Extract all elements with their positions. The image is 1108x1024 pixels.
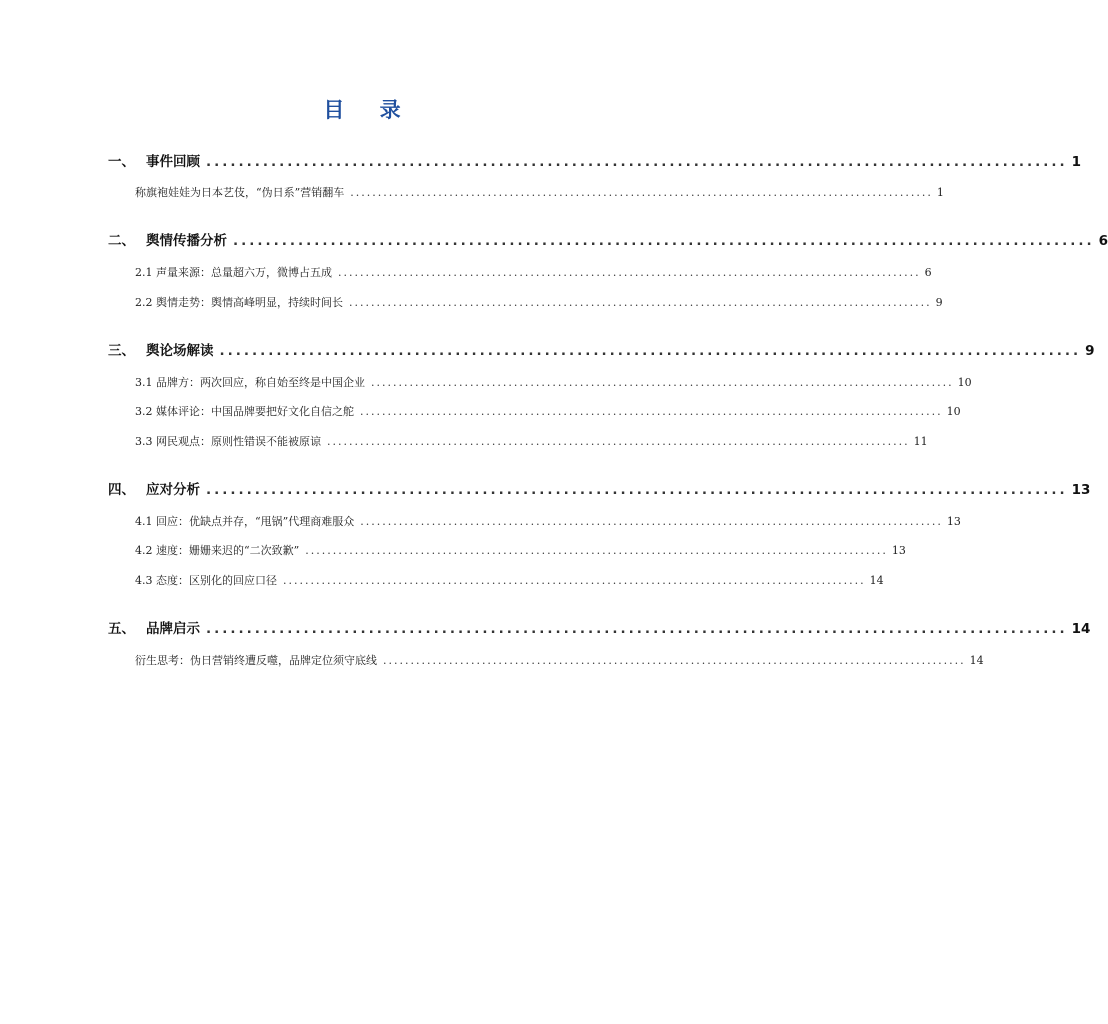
toc-section-1[interactable] (108, 150, 1082, 170)
item-label: 4.2 速度：姗姗来迟的“二次致歉” (135, 544, 300, 557)
dot-leader: .......................................................................................................... (305, 544, 888, 557)
item-label: 3.3 网民观点：原则性错误不能被原谅 (135, 435, 321, 448)
item-label: 称旗袍娃娃为日本艺伎，“伪日系”营销翻车 (135, 186, 345, 199)
section-number: 三、 (108, 343, 135, 359)
section-number: 一、 (108, 154, 135, 170)
section-label: 品牌启示 (146, 621, 200, 637)
item-label: 2.1 声量来源：总量超六万，微博占五成 (135, 266, 332, 279)
dot-leader: .......................................................................................................... (206, 482, 1068, 498)
page-number: 14 (1071, 621, 1091, 637)
section-number: 四、 (108, 482, 135, 498)
section-label: 应对分析 (146, 482, 200, 498)
dot-leader: .......................................................................................................... (283, 574, 866, 587)
section-label: 事件回顾 (146, 154, 200, 170)
dot-leader: .......................................................................................................... (360, 515, 943, 528)
toc-item-1-1[interactable] (135, 184, 944, 200)
dot-leader: .......................................................................................................... (383, 654, 966, 667)
page-number: 14 (869, 574, 884, 587)
page-number: 10 (946, 405, 961, 418)
dot-leader: .......................................................................................................... (371, 376, 954, 389)
page-number: 1 (1071, 154, 1082, 170)
item-label: 4.1 回应：优缺点并存，“甩锅”代理商难服众 (135, 515, 355, 528)
item-label: 衍生思考：伪日营销终遭反噬，品牌定位须守底线 (135, 654, 377, 667)
page-number: 13 (891, 544, 906, 557)
dot-leader: .......................................................................................................... (338, 266, 921, 279)
section-number: 五、 (108, 621, 135, 637)
page-number: 10 (957, 376, 972, 389)
dot-leader: .......................................................................................................... (360, 405, 943, 418)
dot-leader: .......................................................................................................... (349, 296, 932, 309)
toc-item-3-2[interactable] (135, 403, 961, 419)
toc-section-5[interactable] (108, 617, 1091, 637)
page-number: 13 (1071, 482, 1091, 498)
toc-item-5-1[interactable] (135, 652, 984, 668)
toc-item-4-2[interactable] (135, 542, 906, 558)
dot-leader: .......................................................................................................... (206, 154, 1068, 170)
dot-leader: .......................................................................................................... (233, 233, 1095, 249)
toc-item-4-3[interactable] (135, 572, 884, 588)
item-label: 2.2 舆情走势：舆情高峰明显，持续时间长 (135, 296, 343, 309)
item-label: 4.3 态度：区别化的回应口径 (135, 574, 277, 587)
dot-leader: .......................................................................................................... (350, 186, 933, 199)
toc-item-3-3[interactable] (135, 433, 928, 449)
page-number: 9 (1085, 343, 1095, 359)
toc-section-2[interactable] (108, 229, 1108, 249)
toc-item-3-1[interactable] (135, 374, 972, 390)
toc-item-2-1[interactable] (135, 264, 932, 280)
page-number: 11 (913, 435, 928, 448)
page-number: 14 (969, 654, 984, 667)
section-number: 二、 (108, 233, 135, 249)
dot-leader: .......................................................................................................... (327, 435, 910, 448)
page-number: 6 (1098, 233, 1108, 249)
toc-title: 目 录 (323, 98, 415, 122)
item-label: 3.2 媒体评论：中国品牌要把好文化自信之舵 (135, 405, 354, 418)
item-label: 3.1 品牌方：两次回应，称自始至终是中国企业 (135, 376, 365, 389)
section-label: 舆情传播分析 (146, 233, 227, 249)
toc-section-3[interactable] (108, 339, 1095, 359)
toc-item-4-1[interactable] (135, 513, 961, 529)
dot-leader: .......................................................................................................... (219, 343, 1082, 359)
page-number: 1 (936, 186, 944, 199)
toc-section-4[interactable] (108, 478, 1091, 498)
section-label: 舆论场解读 (146, 343, 214, 359)
toc-item-2-2[interactable] (135, 294, 943, 310)
page-number: 6 (924, 266, 932, 279)
page-number: 13 (946, 515, 961, 528)
dot-leader: .......................................................................................................... (206, 621, 1068, 637)
page-number: 9 (935, 296, 943, 309)
